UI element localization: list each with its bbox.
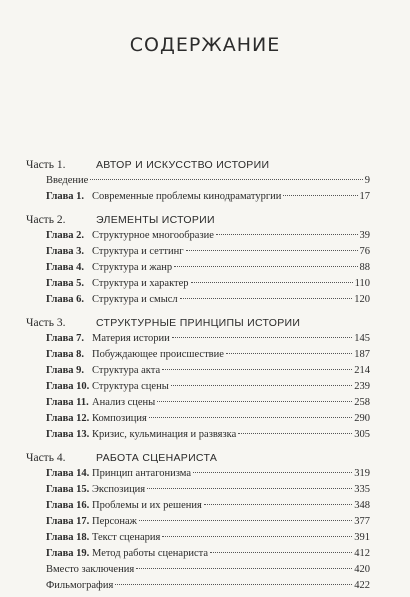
chapter-number: Глава 5. [46,278,85,289]
part-heading [26,450,370,466]
entry-title: Фильмография [46,580,114,591]
part-title: АВТОР И ИСКУССТВО ИСТОРИИ [96,159,270,171]
dot-leader [136,568,352,569]
dot-leader [147,488,352,489]
toc-entry [26,530,370,546]
chapter-number: Глава 6. [46,294,85,305]
page-number: 9 [364,175,370,186]
toc-entry [26,260,370,276]
entry-title: Кризис, кульминация и развязка [92,429,237,440]
entry-title: Структура сцены [92,381,169,392]
page-title: СОДЕРЖАНИЕ [129,34,281,56]
page-number: 377 [354,516,370,527]
page-number: 17 [359,191,370,202]
toc-entry [26,427,370,443]
dot-leader [171,385,352,386]
part-title: РАБОТА СЦЕНАРИСТА [96,452,218,464]
dot-leader [283,195,357,196]
toc-entry [26,292,370,308]
dot-leader [149,417,352,418]
toc-entry [26,173,370,189]
chapter-number: Глава 19. [46,548,90,559]
chapter-number: Глава 12. [46,413,90,424]
page-number: 88 [359,262,370,273]
toc-entry [26,514,370,530]
chapter-number: Глава 13. [46,429,90,440]
page-number: 120 [354,294,370,305]
part-heading [26,212,370,228]
entry-title: Композиция [92,413,147,424]
toc-entry [26,562,370,578]
entry-title: Экспозиция [92,484,146,495]
part-number: Часть 4. [26,452,66,464]
toc-entry [26,189,370,205]
chapter-number: Глава 11. [46,397,89,408]
page-number: 239 [354,381,370,392]
dot-leader [162,536,352,537]
chapter-number: Глава 14. [46,468,90,479]
chapter-number: Глава 4. [46,262,85,273]
page-number: 412 [354,548,370,559]
toc-entry [26,411,370,427]
chapter-number: Глава 2. [46,230,85,241]
chapter-number: Глава 15. [46,484,90,495]
page-number: 348 [354,500,370,511]
entry-title: Материя истории [92,333,170,344]
chapter-number: Глава 1. [46,191,85,202]
toc-entry [26,466,370,482]
page-number: 76 [359,246,370,257]
toc-entry [26,276,370,292]
dot-leader [157,401,352,402]
toc-entry [26,498,370,514]
entry-title: Структура и жанр [92,262,173,273]
dot-leader [115,584,352,585]
entry-title: Проблемы и их решения [92,500,202,511]
entry-title: Структурное многообразие [92,230,214,241]
table-of-contents [26,157,370,594]
entry-title: Персонаж [92,516,137,527]
entry-title: Структура акта [92,365,161,376]
chapter-number: Глава 3. [46,246,85,257]
toc-entry [26,379,370,395]
part-title: ЭЛЕМЕНТЫ ИСТОРИИ [96,214,215,226]
chapter-number: Глава 9. [46,365,85,376]
dot-leader [226,353,352,354]
dot-leader [172,337,352,338]
dot-leader [174,266,357,267]
chapter-number: Глава 10. [46,381,90,392]
page-number: 39 [359,230,370,241]
part-number: Часть 2. [26,214,66,226]
toc-entry [26,578,370,594]
entry-title: Вместо заключения [46,564,135,575]
section-gap [26,443,370,450]
page-number: 391 [354,532,370,543]
entry-title: Современные проблемы кинодраматургии [92,191,282,202]
entry-title: Текст сценария [92,532,161,543]
part-heading [26,315,370,331]
page-number: 110 [354,278,370,289]
chapter-number: Глава 18. [46,532,90,543]
entry-title: Принцип антагонизма [92,468,191,479]
page-number: 420 [354,564,370,575]
entry-title: Структура и смысл [92,294,178,305]
page-number: 305 [354,429,370,440]
part-title: СТРУКТУРНЫЕ ПРИНЦИПЫ ИСТОРИИ [96,317,301,329]
part-heading [26,157,370,173]
toc-entry [26,331,370,347]
dot-leader [90,179,362,180]
dot-leader [193,472,352,473]
toc-entry [26,347,370,363]
dot-leader [210,552,352,553]
dot-leader [162,369,352,370]
toc-entry [26,363,370,379]
dot-leader [180,298,353,299]
page-number: 187 [354,349,370,360]
entry-title: Побуждающее происшествие [92,349,224,360]
entry-title: Метод работы сценариста [92,548,208,559]
chapter-number: Глава 7. [46,333,85,344]
page-number: 258 [354,397,370,408]
dot-leader [186,250,358,251]
entry-title: Структура и характер [92,278,189,289]
page-number: 335 [354,484,370,495]
entry-title: Введение [46,175,89,186]
toc-entry [26,244,370,260]
section-gap [26,205,370,212]
dot-leader [191,282,353,283]
dot-leader [216,234,358,235]
page-number: 319 [354,468,370,479]
dot-leader [238,433,352,434]
chapter-number: Глава 16. [46,500,90,511]
chapter-number: Глава 8. [46,349,85,360]
chapter-number: Глава 17. [46,516,90,527]
page-number: 422 [354,580,370,591]
page-number: 290 [354,413,370,424]
dot-leader [204,504,352,505]
page-number: 145 [354,333,370,344]
page-number: 214 [354,365,370,376]
part-number: Часть 1. [26,159,66,171]
part-number: Часть 3. [26,317,66,329]
toc-entry [26,482,370,498]
section-gap [26,308,370,315]
entry-title: Структура и сеттинг [92,246,184,257]
toc-entry [26,395,370,411]
dot-leader [139,520,352,521]
entry-title: Анализ сцены [92,397,156,408]
toc-entry [26,546,370,562]
toc-entry [26,228,370,244]
